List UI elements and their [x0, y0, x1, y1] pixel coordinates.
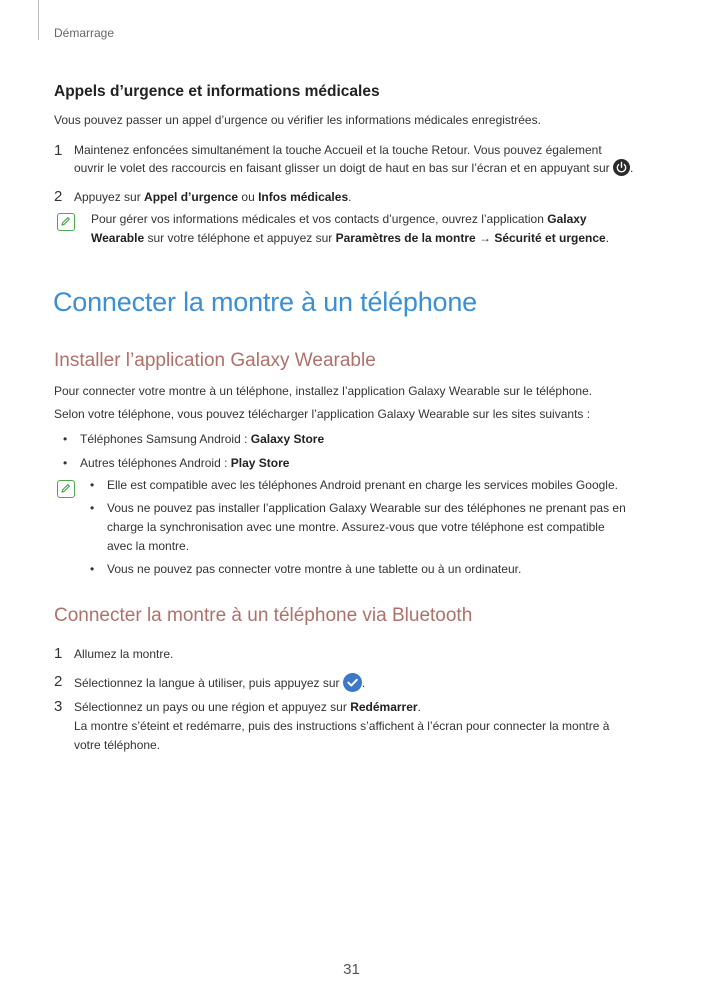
note-item — [107, 499, 626, 556]
step-text: Allumez la montre. — [74, 647, 174, 661]
ui-term: Wearable — [91, 231, 145, 245]
note-part: . — [605, 231, 610, 245]
section-heading-emergency: Appels d’urgence et informations médicales — [54, 83, 380, 100]
note-line: avec la montre. — [107, 539, 190, 553]
step-number: 3 — [54, 698, 63, 715]
step-text-part: ou — [238, 190, 259, 204]
note-line: charge la synchronisation avec une montre. Assurez-vous que votre téléphone est compatible — [107, 520, 605, 534]
note-item: Elle est compatible avec les téléphones Android prenant en charge les services mobiles Google. — [107, 478, 618, 492]
ui-term: Sécurité et urgence — [494, 231, 606, 245]
step-line: votre téléphone. — [74, 738, 161, 752]
step-text — [74, 698, 609, 755]
step-number: 1 — [54, 142, 63, 159]
list-item — [80, 430, 324, 449]
note-text — [91, 210, 651, 248]
step-text-part: Sélectionnez la langue à utiliser, puis appuyez sur — [74, 676, 340, 690]
bullet-dot: • — [90, 501, 95, 515]
emergency-intro: Vous pouvez passer un appel d’urgence ou vérifier les informations médicales enregistrées. — [54, 113, 541, 127]
note-pencil-icon — [57, 213, 75, 231]
note-part: sur votre téléphone et appuyez sur — [144, 231, 336, 245]
step-line: La montre s’éteint et redémarre, puis des instructions s’affichent à l’écran pour connecter la montre à — [74, 719, 610, 733]
step-number: 1 — [54, 645, 63, 662]
step-text-end: . — [629, 161, 634, 175]
chapter-title: Connecter la montre à un téléphone — [53, 287, 477, 317]
step-text-part: Sélectionnez un pays ou une région et appuyez sur — [74, 700, 351, 714]
section-heading-install: Installer l’application Galaxy Wearable — [54, 350, 376, 371]
step-text — [74, 159, 633, 178]
ui-term: Galaxy — [547, 212, 587, 226]
note-part: → — [475, 231, 495, 245]
ui-term: Infos médicales — [258, 190, 349, 204]
note-item: Vous ne pouvez pas connecter votre montre à une tablette ou à un ordinateur. — [107, 562, 522, 576]
power-icon — [613, 159, 630, 176]
store-name: Play Store — [230, 456, 290, 470]
checkmark-icon — [343, 673, 362, 692]
list-item — [80, 454, 289, 473]
bullet-dot: • — [90, 562, 95, 576]
paragraph: Pour connecter votre montre à un téléphone, installez l’application Galaxy Wearable sur le téléphone. — [54, 384, 593, 398]
note-line: Vous ne pouvez pas installer l’application Galaxy Wearable sur des téléphones ne prenant pas en — [107, 501, 626, 515]
bullet-dot: • — [63, 456, 68, 470]
step-text: Maintenez enfoncées simultanément la touche Accueil et la touche Retour. Vous pouvez également — [74, 143, 602, 157]
list-item-text: Autres téléphones Android : — [80, 456, 231, 470]
breadcrumb: Démarrage — [54, 26, 115, 40]
ui-term: Paramètres de la montre — [335, 231, 476, 245]
step-text-part: Appuyez sur — [74, 190, 145, 204]
step-number: 2 — [54, 673, 63, 690]
ui-term: Redémarrer — [350, 700, 418, 714]
step-number: 2 — [54, 188, 63, 205]
step-text-end: . — [417, 700, 421, 714]
note-part: Pour gérer vos informations médicales et vos contacts d’urgence, ouvrez l’application — [91, 212, 548, 226]
step-text-part: ouvrir le volet des raccourcis en faisant glisser un doigt de haut en bas sur l’écran et en appuyant sur — [74, 161, 610, 175]
section-heading-bluetooth: Connecter la montre à un téléphone via Bluetooth — [54, 605, 473, 626]
step-text — [74, 188, 351, 207]
paragraph: Selon votre téléphone, vous pouvez télécharger l’application Galaxy Wearable sur les sites suivants : — [54, 407, 591, 421]
step-text-end: . — [348, 190, 352, 204]
bullet-dot: • — [63, 432, 68, 446]
ui-term: Appel d’urgence — [144, 190, 239, 204]
page-number: 31 — [343, 961, 360, 978]
bullet-dot: • — [90, 478, 95, 492]
step-text-end: . — [361, 676, 366, 690]
list-item-text: Téléphones Samsung Android : — [80, 432, 251, 446]
header-rule — [38, 0, 39, 40]
step-line — [74, 698, 609, 717]
store-name: Galaxy Store — [250, 432, 325, 446]
step-text — [74, 673, 365, 693]
note-pencil-icon — [57, 480, 75, 498]
